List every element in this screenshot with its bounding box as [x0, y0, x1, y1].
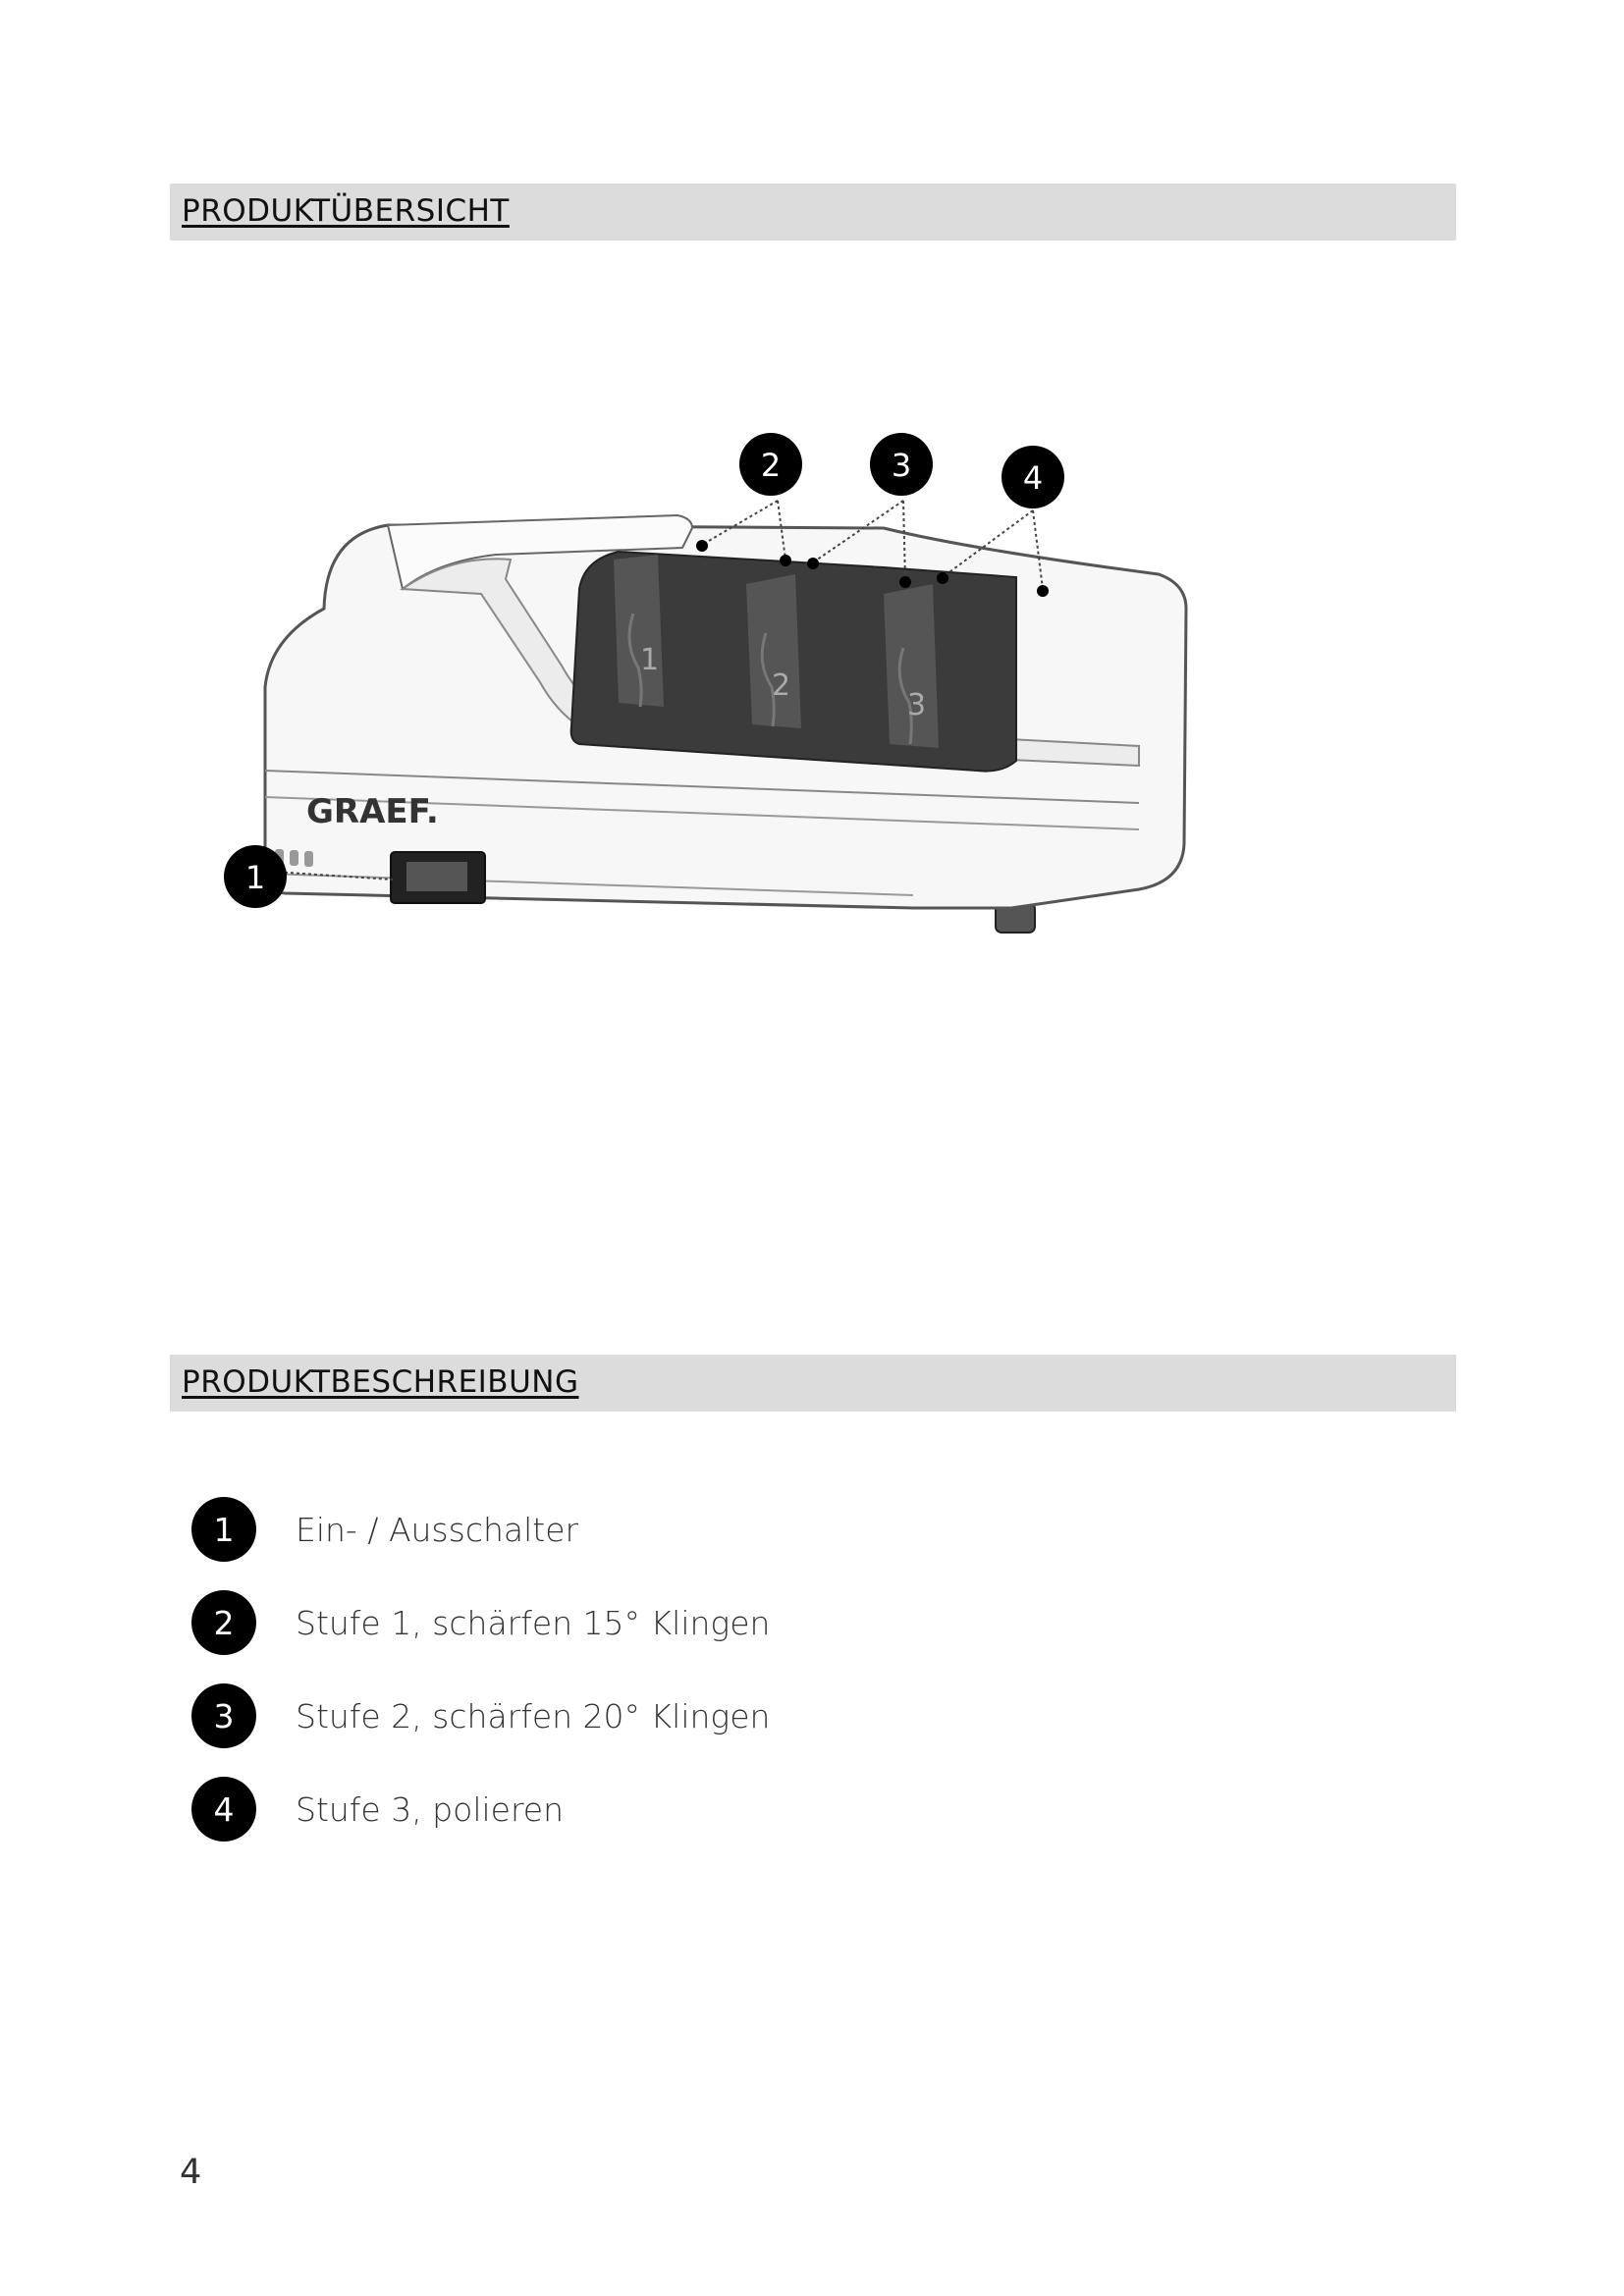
svg-text:2: 2 — [760, 447, 782, 484]
power-switch-face — [406, 862, 467, 891]
legend-text: Stufe 3, polieren — [296, 1790, 565, 1829]
number-badge: 1 — [191, 1497, 256, 1562]
number-badge: 4 — [191, 1777, 256, 1842]
brand-logo: GRAEF. — [306, 792, 439, 831]
slot-label: 3 — [907, 688, 927, 722]
number-badge: 2 — [191, 1590, 256, 1655]
number-badge: 3 — [191, 1683, 256, 1748]
legend-item — [191, 1777, 1075, 1870]
callout-badge-4 — [1001, 446, 1064, 508]
callout-badge-3 — [870, 433, 933, 496]
legend-item — [191, 1497, 1075, 1590]
svg-text:1: 1 — [244, 859, 266, 896]
legend-text: Stufe 2, schärfen 20° Klingen — [296, 1697, 771, 1735]
knife-sharpener-illustration — [196, 412, 1188, 1050]
leader-dot — [780, 555, 791, 566]
callout-badge-1 — [224, 845, 287, 908]
vent-mark — [304, 851, 313, 867]
slot-divider — [614, 555, 664, 707]
legend-item — [191, 1683, 1075, 1777]
page-number: 4 — [180, 2153, 202, 2192]
leader-dot — [696, 540, 708, 552]
section-title-description: PRODUKTBESCHREIBUNG — [182, 1364, 579, 1400]
leader-dot — [1037, 585, 1049, 597]
section-header-overview — [170, 184, 1456, 240]
leader-dot — [937, 572, 948, 584]
section-title-overview: PRODUKTÜBERSICHT — [182, 193, 510, 229]
legend-item — [191, 1590, 1075, 1683]
svg-text:3: 3 — [891, 447, 912, 484]
leader-dot — [899, 576, 911, 588]
legend-text: Ein- / Ausschalter — [296, 1511, 579, 1549]
vent-mark — [290, 850, 298, 866]
callout-badge-2 — [739, 433, 802, 496]
slot-label: 2 — [772, 668, 791, 703]
legend-text: Stufe 1, schärfen 15° Klingen — [296, 1604, 771, 1642]
slot-label: 1 — [640, 643, 660, 677]
svg-text:4: 4 — [1022, 459, 1044, 497]
legend-list — [191, 1497, 1075, 1870]
section-header-description — [170, 1355, 1456, 1412]
leader-dot — [807, 558, 819, 569]
